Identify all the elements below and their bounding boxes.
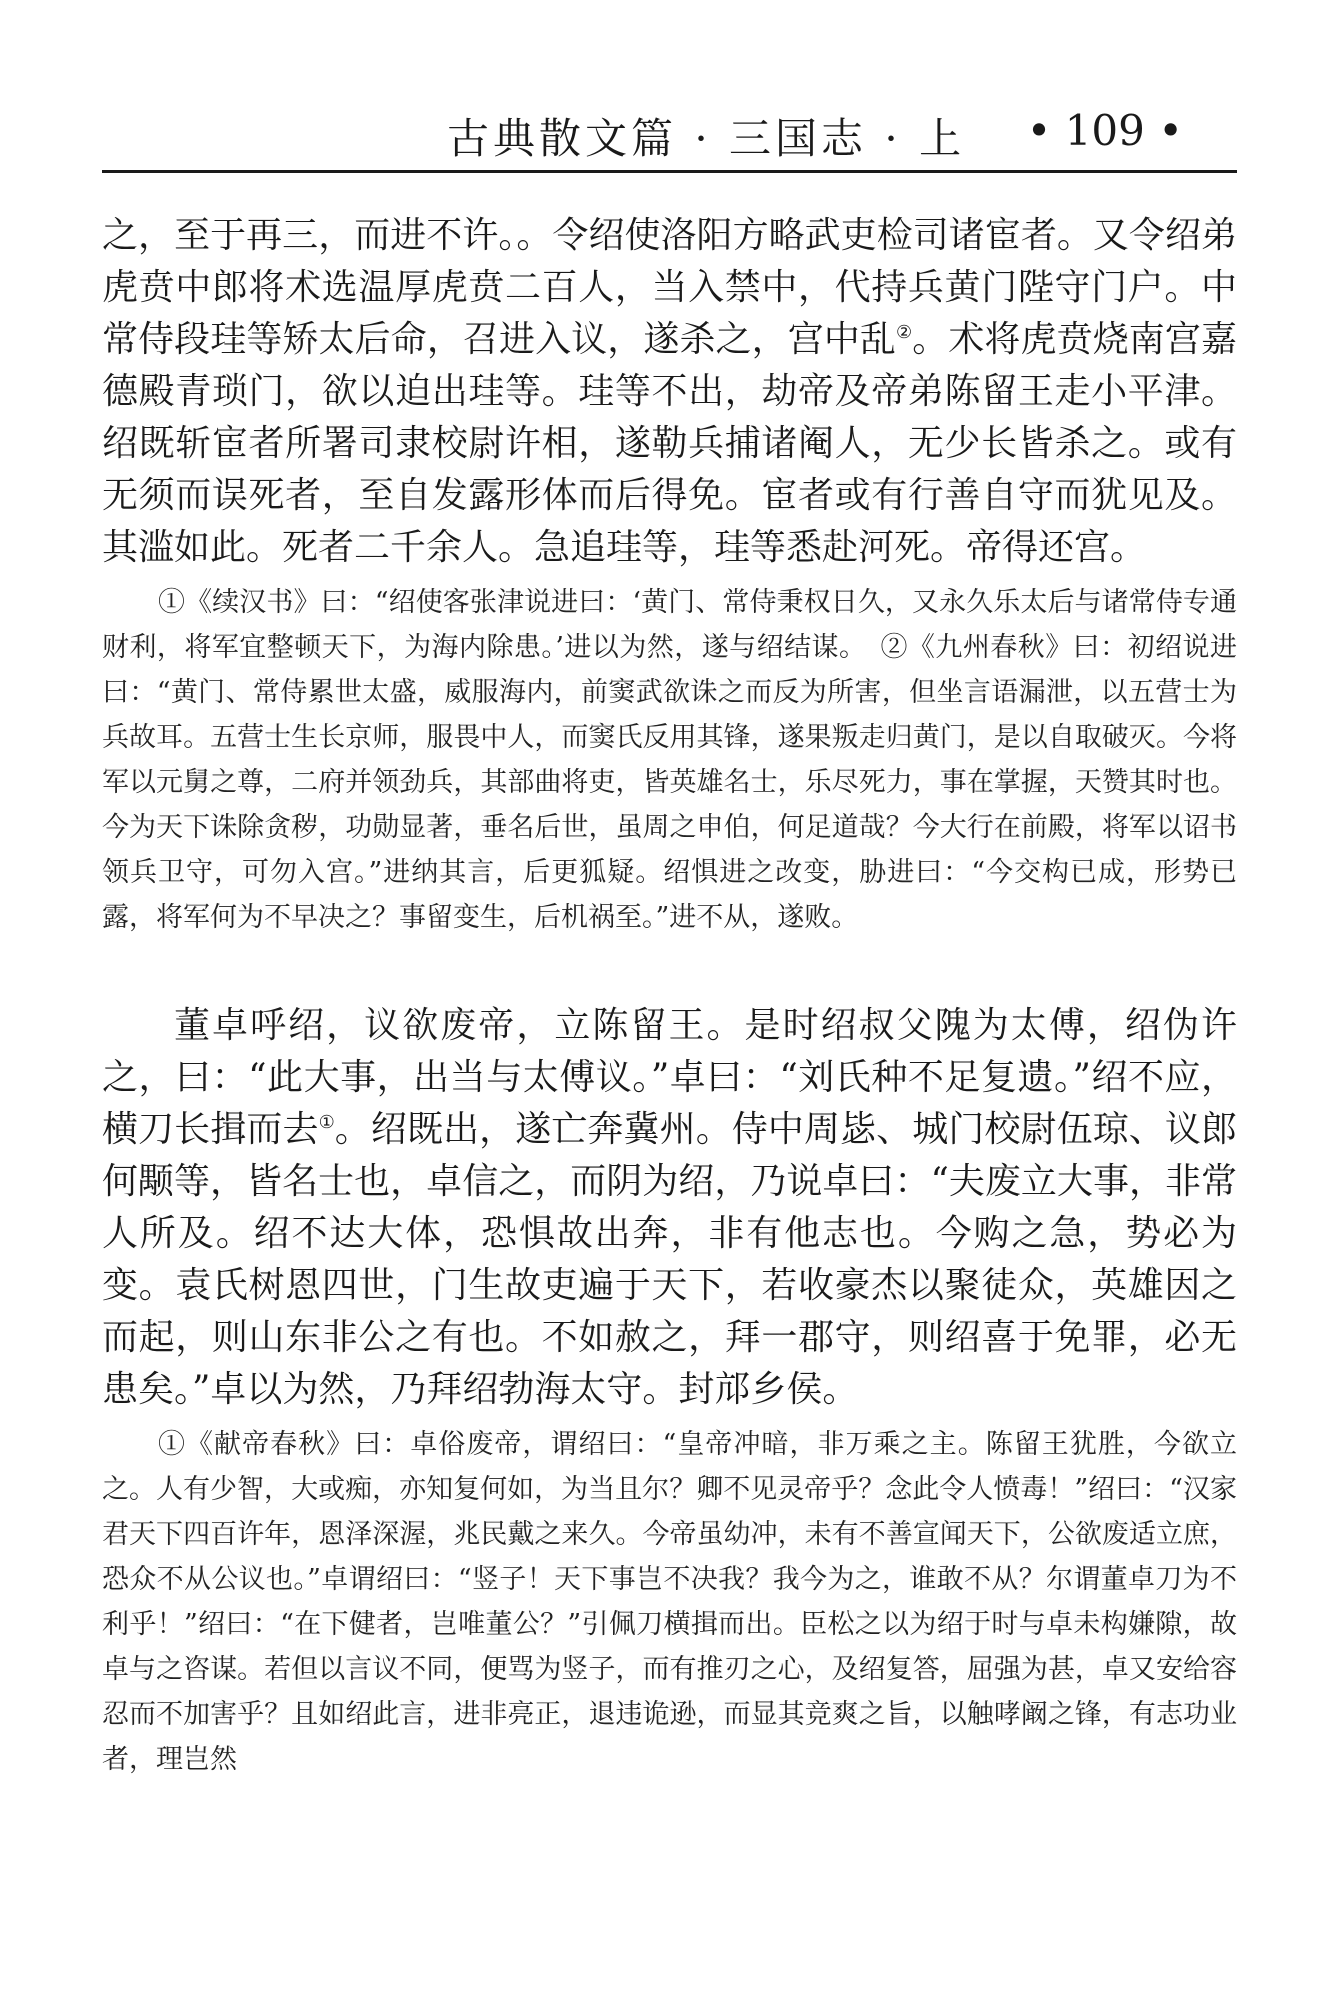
annotation-block-2: ①《献帝春秋》曰：卓俗废帝，谓绍曰：“皇帝冲暗，非万乘之主。陈留王犹胜，今欲立之。人有少智，大或痴，亦知复何如，为当且尔？卿不见灵帝乎？念此令人愤毒！”绍曰：“汉家君天下四百许年，恩泽深渥，兆民戴之来久。今帝虽幼冲，未有不善宣闻天下，公欲废适立庶，恐众不从公议也。”卓谓绍曰：“竖子！天下事岂不决我？我今为之，谁敢不从？尔谓董卓刀为不利乎！”绍曰：“在下健者，岂唯董公？”引佩刀横揖而出。臣松之以为绍于时与卓未构嫌隙，故卓与之咨谋。若但以言议不同，便骂为竖子，而有推刃之心，及绍复答，屈强为甚，卓又安给容忍而不加害乎？且如绍此言，进非亮正，退违诡逊，而显其竞爽之旨，以触哮阚之锋，有志功业者，理岂然 [102, 1429, 1237, 1775]
page-number: • 109 • [1026, 106, 1183, 155]
annotation-block-1: ①《续汉书》曰：“绍使客张津说进曰：‘黄门、常侍秉权日久，又永久乐太后与诸常侍专通财利，将军宜整顿天下，为海内除患。’进以为然，遂与绍结谋。 ②《九州春秋》曰：初绍说进曰：“黄门、常侍累世太盛，威服海内，前窦武欲诛之而反为所害，但坐言语漏泄，以五营士为兵故耳。五营士生长京师，服畏中人，而窦氏反用其锋，遂果叛走归黄门，是以自取破灭。今将军以元舅之尊，二府并领劲兵，其部曲将吏，皆英雄名士，乐尽死力，事在掌握，天赞其时也。今为天下诛除贪秽，功勋显著，垂名后世，虽周之申伯，何足道哉？今大行在前殿，将军以诏书领兵卫守，可勿入宫。”进纳其言，后更狐疑。绍惧进之改变，胁进曰：“今交构已成，形势已露，将军何为不早决之？事留变生，后机祸至。”进不从，遂败。 [102, 587, 1237, 933]
footnote-ref: ② [896, 322, 913, 343]
section-gap [102, 940, 1237, 1000]
running-title: 古典散文篇 · 三国志 · 上 [447, 114, 966, 163]
paragraph-text: 。绍既出，遂亡奔冀州。侍中周毖、城门校尉伍琼、议郎何颙等，皆名士也，卓信之，而阴为绍，乃说卓曰：“夫废立大事，非常人所及。绍不达大体，恐惧故出奔，非有他志也。今购之急，势必为变。袁氏树恩四世，门生故吏遍于天下，若收豪杰以聚徒众，英雄因之而起，则山东非公之有也。不如赦之，拜一郡守，则绍喜于免罪，必无患矣。”卓以为然，乃拜绍勃海太守。封邟乡侯。 [102, 1109, 1237, 1410]
paragraph-text: 之，至于再三，而进不许。。令绍使洛阳方略武吏检司诸宦者。又令绍弟虎贲中郎将术选温厚虎贲二百人，当入禁中，代持兵黄门陛守门户。中常侍段珪等矫太后命，召进入议，遂杀之，宫中乱 [102, 215, 1237, 360]
header-rule [102, 170, 1237, 173]
page-header [102, 100, 1237, 170]
page-body [102, 210, 1237, 1782]
main-text-paragraph-2 [102, 1000, 1237, 1416]
paragraph-text: 。术将虎贲烧南宫嘉德殿青琐门，欲以迫出珪等。珪等不出，劫帝及帝弟陈留王走小平津。绍既斩宦者所署司隶校尉许相，遂勒兵捕诸阉人，无少长皆杀之。或有无须而误死者，至自发露形体而后得免。宦者或有行善自守而犹见及。其滥如此。死者二千余人。急追珪等，珪等悉赴河死。帝得还宫。 [102, 319, 1237, 568]
main-text-paragraph-1 [102, 210, 1237, 574]
footnote-ref: ① [318, 1112, 335, 1133]
paragraph-text: 董卓呼绍，议欲废帝，立陈留王。是时绍叔父隗为太傅，绍伪许之，曰：“此大事，出当与太傅议。”卓曰：“刘氏种不足复遗。”绍不应，横刀长揖而去 [102, 1005, 1237, 1150]
